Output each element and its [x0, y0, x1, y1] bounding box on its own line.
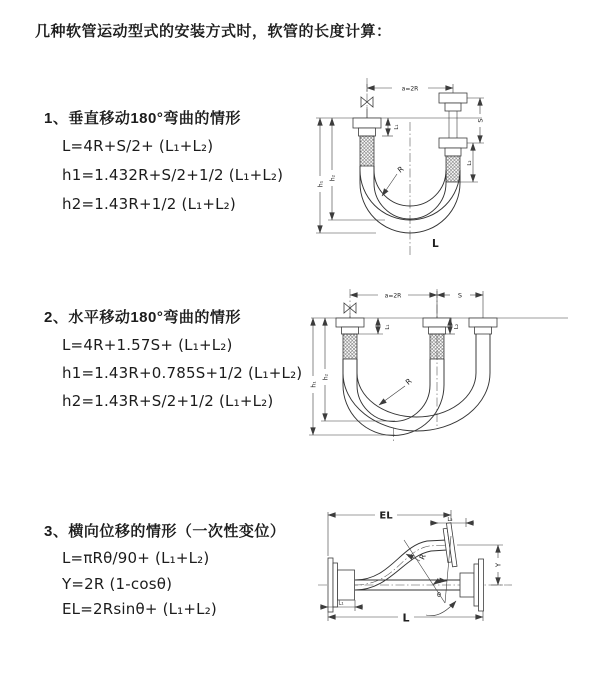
- page-title: 几种软管运动型式的安装方式时，软管的长度计算：: [35, 23, 392, 40]
- dim-label-l1: L₁: [338, 600, 344, 607]
- left-pipe-flange: [336, 318, 364, 359]
- right-pipe-flange: [469, 318, 497, 334]
- dim-label-s: S: [457, 291, 463, 300]
- dimension-l1: [382, 118, 400, 136]
- dim-label-l2: L₂: [454, 323, 460, 330]
- section-2-formula-h1: h1=1.43R+0.785S+1/2 (L₁+L₂): [62, 364, 303, 382]
- dimension-l2: [467, 143, 473, 182]
- dim-label-el: EL: [379, 510, 393, 522]
- hose-braid: [430, 334, 444, 359]
- section-1-formula-L: L=4R+S/2+ (L₁+L₂): [62, 137, 214, 155]
- dim-label-s: S: [476, 118, 485, 123]
- dim-label-l1: L₁: [394, 124, 400, 130]
- dim-label-r: R: [417, 552, 428, 562]
- dim-label-l: L: [402, 611, 410, 625]
- dimension-h2: [328, 118, 385, 220]
- dim-label-h2: h₂: [322, 373, 330, 381]
- section-1-formula-h1: h1=1.432R+S/2+1/2 (L₁+L₂): [62, 166, 284, 184]
- section-2-formula-h2: h2=1.43R+S/2+1/2 (L₁+L₂): [62, 392, 274, 410]
- dimension-el: [328, 510, 451, 556]
- dim-label-h1: h₁: [317, 180, 325, 188]
- hose-braid: [446, 156, 460, 182]
- dim-label-l2: L₂: [447, 517, 453, 523]
- radius-callout: [382, 164, 406, 196]
- dim-label-l1: L₁: [385, 324, 391, 330]
- section-2-formula-L: L=4R+1.57S+ (L₁+L₂): [62, 336, 233, 354]
- dim-label-r: R: [395, 164, 406, 175]
- dimension-l2: [430, 517, 474, 527]
- section-3-heading: 3、横向位移的情形（一次性变位）: [44, 523, 286, 540]
- diagram-1-figure: [310, 70, 595, 262]
- section-3-formula-Y: Y=2R (1-cosθ): [62, 575, 173, 593]
- diagram-2-figure: [303, 281, 600, 459]
- section-3-formula-L: L=πRθ/90+ (L₁+L₂): [62, 549, 210, 567]
- dimension-l1: [320, 600, 363, 611]
- left-pipe-flange: [353, 118, 381, 166]
- section-1-formula-h2: h2=1.43R+1/2 (L₁+L₂): [62, 195, 236, 213]
- section-3-formula-EL: EL=2Rsinθ+ (L₁+L₂): [62, 600, 217, 618]
- dimension-l: [328, 611, 483, 625]
- hose-braid: [343, 334, 357, 359]
- dimension-a2r: [367, 84, 453, 93]
- dim-label-l: L: [432, 238, 439, 250]
- centerlines: [367, 78, 410, 256]
- diagram-3-figure: [300, 498, 600, 660]
- dim-label-l2: L₂: [467, 160, 473, 166]
- hose-u-bends: [343, 334, 490, 436]
- dim-label-h1: h₁: [310, 381, 318, 388]
- section-2-heading: 2、水平移动180°弯曲的情形: [44, 309, 241, 326]
- dim-label-a2r: a=2R: [401, 85, 419, 93]
- radius-callout: [379, 376, 414, 405]
- right-pipe-flange: [439, 93, 467, 182]
- hose-braid: [360, 136, 374, 166]
- dim-label-y: Y: [494, 562, 503, 568]
- middle-pipe-flange: [423, 318, 451, 359]
- dimension-a2r-s: [350, 291, 483, 318]
- dim-label-r: R: [403, 376, 414, 387]
- dim-label-h2: h₂: [329, 174, 337, 182]
- dim-label-a2r: a=2R: [384, 292, 402, 300]
- section-1-heading: 1、垂直移动180°弯曲的情形: [44, 110, 241, 127]
- dim-label-theta: θ: [437, 591, 441, 599]
- centerlines: [350, 289, 437, 443]
